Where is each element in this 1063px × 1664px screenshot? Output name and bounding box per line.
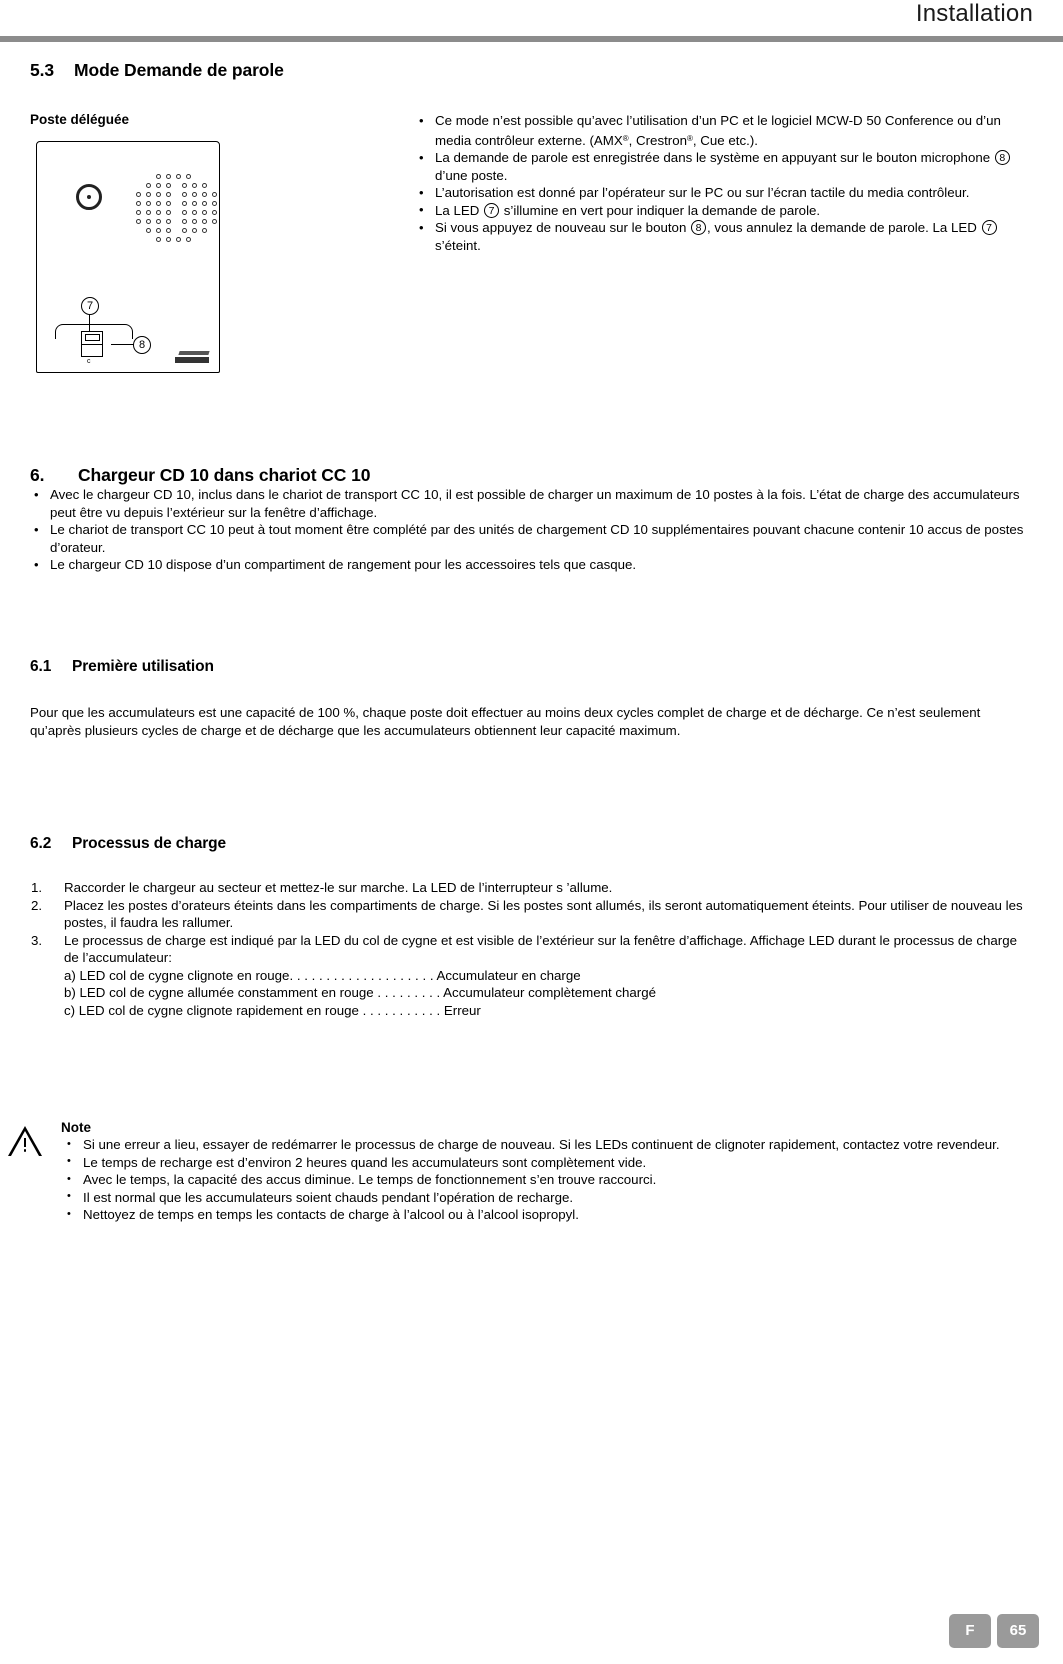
step-text: Le processus de charge est indiqué par la LED du col de cygne et est visible de l’extérieur sur la fenêtre d’affichage. Affichage LED durant le processus de charge de l’accumulateur: [64, 932, 1018, 965]
bullet-text-1c: , Cue etc.). [692, 132, 758, 148]
delegate-station-figure [30, 141, 220, 379]
list-item [415, 202, 1033, 220]
page-header [0, 0, 1063, 40]
callout-marker-7: 7 [484, 203, 499, 218]
leader-dots: . . . . . . . . . [373, 985, 441, 1000]
page-number-badge: 65 [997, 1614, 1039, 1648]
bullet-text-5b: , vous annulez la demande de parole. La LED [707, 220, 977, 235]
callout-marker-8: 8 [691, 220, 706, 235]
list-item: • Avec le temps, la capacité des accus diminue. Le temps de fonctionnement s’en trouve raccourci. [61, 1171, 1001, 1189]
section-6-heading [30, 465, 1033, 486]
registered-mark: ® [622, 133, 629, 143]
list-item [415, 112, 1033, 149]
step-number: 3. [31, 932, 43, 948]
section-6-2-number: 6.2 [30, 835, 52, 852]
led-status-row [64, 1002, 1033, 1020]
step-text: Raccorder le chargeur au secteur et mettez-le sur marche. La LED de l’interrupteur s ’allume. [64, 880, 613, 895]
led-status-row [64, 984, 1033, 1002]
led-status-value: Accumulateur complètement chargé [443, 985, 657, 1000]
section-6-1 [30, 658, 1033, 739]
delegate-station-column [30, 112, 410, 379]
bullet-text-1a: Ce mode n’est possible qu’avec l’utilisation d’un PC et le logiciel MCW-D 50 Conference ou d’un media contrôleur externe. (AMX [435, 113, 1001, 148]
section-6-1-heading [30, 658, 1033, 676]
led-status-value: Accumulateur en charge [436, 967, 581, 983]
section-5-3-heading [30, 60, 284, 81]
note-body [61, 1120, 1001, 1224]
bullet-text-5c: s’éteint. [435, 237, 481, 253]
section-6-number: 6. [30, 465, 45, 485]
list-item [30, 897, 1033, 932]
callout-marker-8: 8 [133, 336, 151, 354]
page-title: Installation [915, 0, 1033, 27]
callout-marker-7: 7 [982, 220, 997, 235]
registered-mark: ® [687, 133, 693, 143]
section-6-1-paragraph: Pour que les accumulateurs est une capacité de 100 %, chaque poste doit effectuer au moins deux cycles complet de charge et de décharge. Ce n’est seulement qu’après plusieurs cycles de charge et de décharge que les accumulateurs obtiennent leur capacité maximum. [30, 705, 981, 738]
page-footer [0, 1614, 1063, 1654]
section-6-title: Chargeur CD 10 dans chariot CC 10 [78, 465, 371, 485]
button-caption: c [87, 358, 91, 365]
section-6-bullet-list [30, 486, 1033, 574]
list-item: • Le temps de recharge est d’environ 2 heures quand les accumulateurs sont complètement vide. [61, 1154, 1001, 1172]
speaker-grille-icon [130, 174, 216, 242]
bullet-text-5a: Si vous appuyez de nouveau sur le bouton [435, 220, 687, 235]
section-6-2 [30, 835, 1033, 1019]
led-status-label: c) LED col de cygne clignote rapidement en rouge [64, 1002, 359, 1018]
microphone-socket-icon [76, 184, 102, 210]
brand-logo-icon [175, 351, 209, 364]
section-6 [30, 465, 1033, 574]
section-6-1-title: Première utilisation [72, 658, 214, 675]
list-item: • L’autorisation est donné par l’opérateur sur le PC ou sur l’écran tactile du media contrôleur. [415, 184, 1033, 202]
led-status-row [64, 967, 1033, 985]
bullet-list [415, 112, 1033, 254]
section-6-2-heading [30, 835, 1033, 853]
list-item: • Si une erreur a lieu, essayer de redémarrer le processus de charge de nouveau. Si les LEDs continuent de clignoter rapidement, contactez votre revendeur. [61, 1136, 1001, 1154]
step-number: 2. [31, 897, 43, 913]
charging-steps-list [30, 879, 1033, 1019]
list-item [30, 932, 1033, 1020]
list-item: • Le chariot de transport CC 10 peut à tout moment être complété par des unités de chargement CD 10 supplémentaires pouvant chacune contenir 10 accus de postes d’orateur. [30, 521, 1033, 556]
list-item: • Le chargeur CD 10 dispose d’un compartiment de rangement pour les accessoires tels que casque. [30, 556, 1033, 574]
list-item [415, 219, 1033, 254]
section-5-3 [30, 60, 284, 81]
section-5-3-title: Mode Demande de parole [74, 60, 284, 80]
led-status-value: Erreur [443, 1002, 481, 1018]
led-status-label: b) LED col de cygne allumée constamment en rouge [64, 985, 374, 1000]
list-item [415, 149, 1033, 184]
section-6-1-number: 6.1 [30, 658, 52, 675]
step-number: 1. [31, 880, 43, 895]
warning-triangle-icon [8, 1126, 42, 1156]
list-item [30, 879, 1033, 897]
section-5-3-number: 5.3 [30, 60, 55, 80]
list-item: • Avec le chargeur CD 10, inclus dans le chariot de transport CC 10, il est possible de charger un maximum de 10 postes à la fois. L’état de charge des accumulateurs peut être vu depuis l’extérieur sur la fenêtre d’affichage. [30, 486, 1033, 521]
bullet-text-4b: s’illumine en vert pour indiquer la demande de parole. [503, 202, 821, 218]
callout-marker-8: 8 [995, 150, 1010, 165]
bullet-text-2a: La demande de parole est enregistrée dans le système en appuyant sur le bouton microphone [435, 150, 991, 165]
header-divider [0, 36, 1063, 42]
led-status-label: a) LED col de cygne clignote en rouge [64, 967, 290, 983]
device-body [36, 141, 220, 373]
section-6-2-title: Processus de charge [72, 835, 227, 852]
callout-marker-7: 7 [81, 297, 99, 315]
note-title: Note [61, 1120, 91, 1135]
bullet-text-2b: d’une poste. [435, 167, 508, 183]
list-item: • Il est normal que les accumulateurs soient chauds pendant l’opération de recharge. [61, 1189, 1001, 1207]
step-text: Placez les postes d’orateurs éteints dans les compartiments de charge. Si les postes sont allumés, ils seront automatiquement éteints. Pour utiliser de nouveau les postes, il faudra les rallumer. [64, 897, 1023, 930]
list-item: • Nettoyez de temps en temps les contacts de charge à l’alcool ou à l’alcool isopropyl. [61, 1206, 1001, 1224]
section-5-3-bullets [415, 112, 1033, 254]
note-bullet-list [61, 1136, 1001, 1224]
callout-leader-8 [111, 344, 134, 345]
microphone-button-icon [81, 331, 103, 357]
leader-dots: . . . . . . . . . . . [358, 1002, 441, 1018]
language-badge: F [949, 1614, 991, 1648]
leader-dots: . . . . . . . . . . . . . . . . . . . . [289, 967, 434, 983]
bullet-text-4a: La LED [435, 202, 480, 218]
bullet-text-1b: , Crestron [628, 132, 688, 148]
delegate-station-label: Poste déléguée [30, 112, 130, 127]
